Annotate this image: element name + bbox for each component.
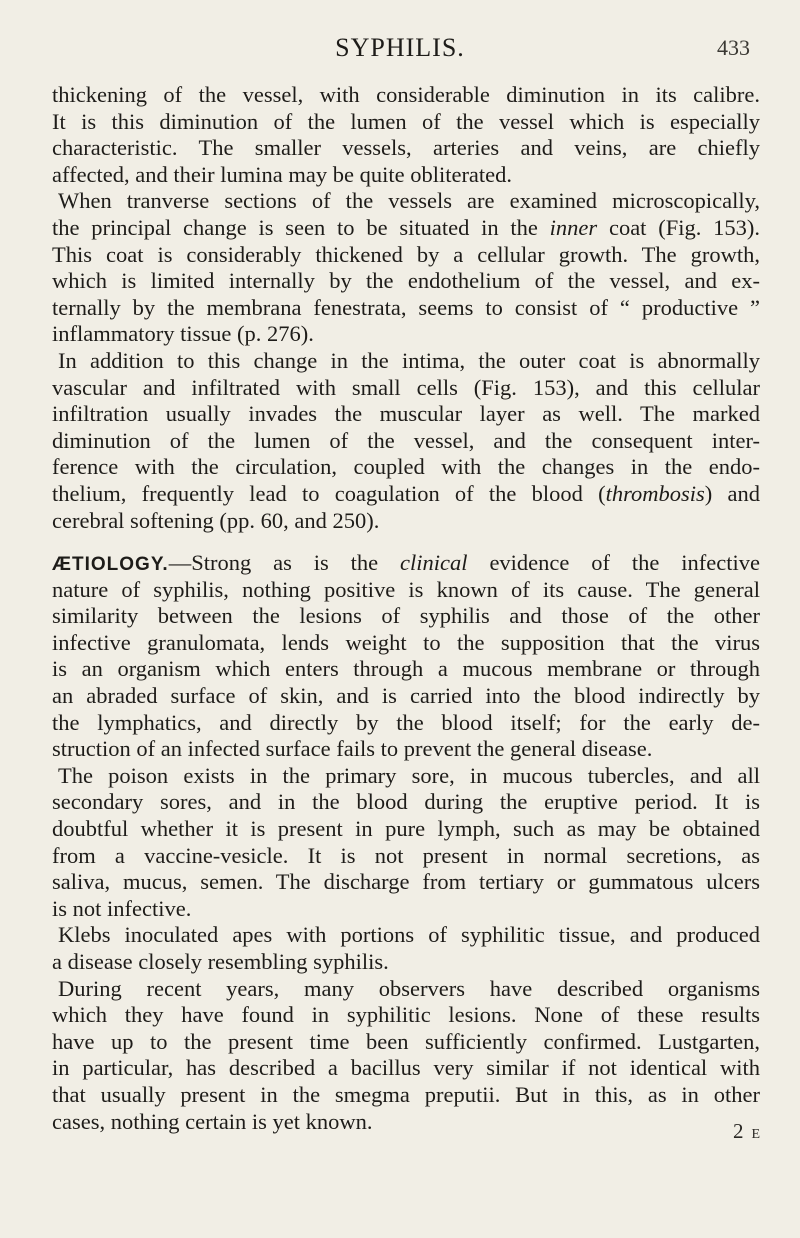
- text-line: During recent years, many observers have described organisms: [58, 975, 760, 1001]
- running-title: SYPHILIS.: [335, 33, 465, 62]
- text-line: secondary sores, and in the blood during the eruptive period. It is: [52, 789, 760, 815]
- text-line: saliva, mucus, semen. The discharge from tertiary or gummatous ulcers: [52, 869, 760, 895]
- emphasis-inner: inner: [549, 214, 598, 240]
- text-line: the lymphatics, and directly by the blood itself; for the early de-: [52, 709, 760, 735]
- text-line: is an organism which enters through a mucous membrane or through: [52, 656, 760, 682]
- text-line: infiltration usually invades the muscular layer as well. The marked: [52, 401, 760, 427]
- text-line: thickening of the vessel, with considerable diminution in its calibre.: [52, 82, 760, 107]
- text-line: affected, and their lumina may be quite obliterated.: [52, 161, 513, 187]
- text-line: The poison exists in the primary sore, in mucous tubercles, and all: [58, 762, 760, 788]
- text-line: doubtful whether it is present in pure lymph, such as may be obtained: [52, 816, 760, 842]
- text-line: thelium, frequently lead to coagulation of the blood (thrombosis) and: [52, 480, 760, 506]
- emphasis-clinical: clinical: [400, 550, 468, 576]
- text-line: nature of syphilis, nothing positive is known of its cause. The general: [52, 576, 760, 602]
- text-line: an abraded surface of skin, and is carried into the blood indirectly by: [52, 683, 760, 709]
- text-line: struction of an infected surface fails to prevent the general disease.: [52, 736, 653, 762]
- text-line: vascular and infiltrated with small cells (Fig. 153), and this cellular: [52, 374, 760, 400]
- text-line: It is this diminution of the lumen of the vessel which is especially: [52, 108, 760, 134]
- text-line: This coat is considerably thickened by a cellular growth. The growth,: [52, 241, 760, 267]
- text-line: is not infective.: [52, 895, 192, 921]
- text-line: that usually present in the smegma preputii. But in this, as in other: [52, 1081, 760, 1107]
- text-line: a disease closely resembling syphilis.: [52, 949, 389, 974]
- text-line: which is limited internally by the endothelium of the vessel, and ex-: [52, 268, 760, 294]
- text-line: cases, nothing certain is yet known.: [52, 1108, 373, 1134]
- section-heading-aetiology: ÆTIOLOGY.: [52, 554, 169, 576]
- signature-number: 2: [732, 1119, 744, 1143]
- text-line: ference with the circulation, coupled with the changes in the endo-: [52, 454, 760, 480]
- signature-letter: E: [751, 1127, 760, 1142]
- text-line: from a vaccine-vesicle. It is not present in normal secretions, as: [52, 842, 760, 868]
- text-line: Klebs inoculated apes with portions of syphilitic tissue, and produced: [58, 922, 760, 948]
- text-line: the principal change is seen to be situated in the inner coat (Fig. 153).: [52, 214, 760, 240]
- text-line: inflammatory tissue (p. 276).: [52, 321, 314, 347]
- text-line: similarity between the lesions of syphilis and those of the other: [52, 603, 760, 629]
- signature-mark: [733, 1118, 760, 1148]
- text-line: ternally by the membrana fenestrata, seems to consist of “ productive ”: [52, 294, 760, 320]
- text-line: In addition to this change in the intima, the outer coat is abnormally: [58, 347, 760, 373]
- text-line: diminution of the lumen of the vessel, and the consequent inter-: [52, 427, 760, 453]
- page-number: 433: [717, 35, 750, 60]
- text-line: ÆTIOLOGY.—Strong as is the clinical evidence of the infective: [52, 550, 761, 576]
- text-line: in particular, has described a bacillus very similar if not identical with: [52, 1055, 760, 1081]
- body-text: [52, 82, 760, 1135]
- text-line: have up to the present time been sufficiently confirmed. Lustgarten,: [52, 1028, 760, 1054]
- text-line: which they have found in syphilitic lesions. None of these results: [52, 1002, 760, 1028]
- text-line: cerebral softening (pp. 60, and 250).: [52, 507, 380, 533]
- running-head: [0, 30, 800, 66]
- emphasis-thrombosis: thrombosis: [605, 480, 705, 506]
- text-line: infective granulomata, lends weight to the supposition that the virus: [52, 629, 760, 655]
- section-gap: [52, 534, 760, 550]
- text-line: characteristic. The smaller vessels, arteries and veins, are chiefly: [52, 135, 760, 161]
- text-line: When tranverse sections of the vessels are examined microscopically,: [58, 188, 760, 214]
